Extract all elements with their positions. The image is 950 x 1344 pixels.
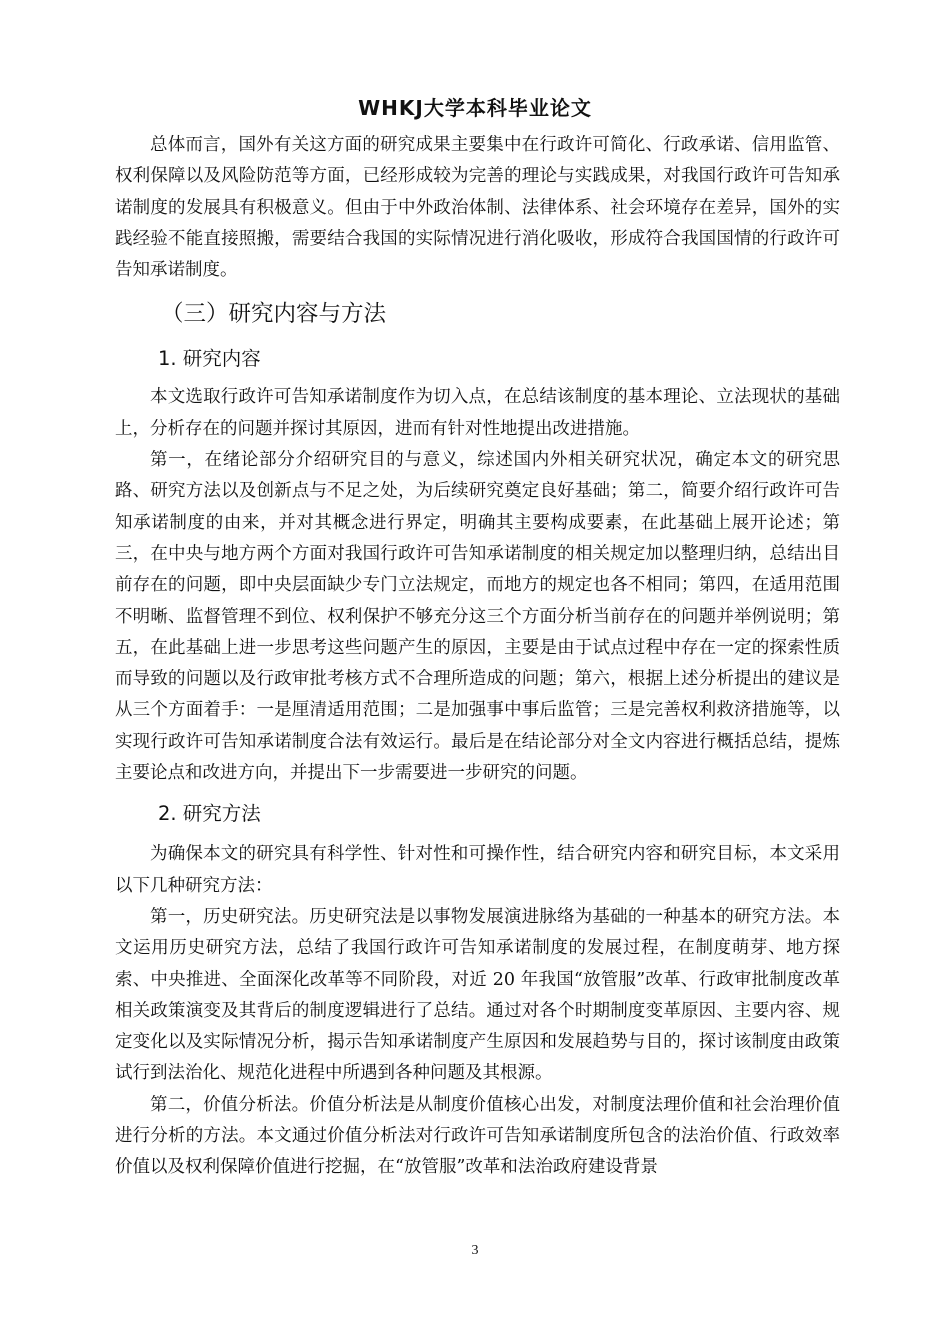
subsection-heading-methods: 2. 研究方法 <box>158 802 261 826</box>
paragraph: 总体而言，国外有关这方面的研究成果主要集中在行政许可简化、行政承诺、信用监管、权利保障以及风险防范等方面，已经形成较为完善的理论与实践成果，对我国行政许可告知承诺制度的发展具有积极意义。但由于中外政治体制、法律体系、社会环境存在差异，国外的实践经验不能直接照搬，需要结合我国的实际情况进行消化吸收，形成符合我国国情的行政许可告知承诺制度。 <box>115 135 840 281</box>
section-heading: （三）研究内容与方法 <box>161 301 387 328</box>
paragraph: 本文选取行政许可告知承诺制度作为切入点，在总结该制度的基本理论、立法现状的基础上，分析存在的问题并探讨其原因，进而有针对性地提出改进措施。 <box>115 387 840 439</box>
page-number: 3 <box>471 1243 479 1258</box>
paragraph: 第一，在绪论部分介绍研究目的与意义，综述国内外相关研究状况，确定本文的研究思路、研究方法以及创新点与不足之处，为后续研究奠定良好基础；第二，简要介绍行政许可告知承诺制度的由来，并对其概念进行界定，明确其主要构成要素，在此基础上展开论述；第三，在中央与地方两个方面对我国行政许可告知承诺制度的相关规定加以整理归纳，总结出目前存在的问题，即中央层面缺少专门立法规定，而地方的规定也各不相同；第四，在适用范围不明晰、监督管理不到位、权利保护不够充分这三个方面分析当前存在的问题并举例说明；第五，在此基础上进一步思考这些问题产生的原因，主要是由于试点过程中存在一定的探索性质而导致的问题以及行政审批考核方式不合理所造成的问题；第六，根据上述分析提出的建议是从三个方面着手：一是厘清适用范围；二是加强事中事后监管；三是完善权利救济措施等，以实现行政许可告知承诺制度合法有效运行。最后是在结论部分对全文内容进行概括总结，提炼主要论点和改进方向，并提出下一步需要进一步研究的问题。 <box>115 450 840 784</box>
paragraph: 为确保本文的研究具有科学性、针对性和可操作性，结合研究内容和研究目标，本文采用以下几种研究方法： <box>115 844 840 896</box>
page-header: WHKJ大学本科毕业论文 <box>358 96 592 120</box>
paragraph: 第二，价值分析法。价值分析法是从制度价值核心出发，对制度法理价值和社会治理价值进行分析的方法。本文通过价值分析法对行政许可告知承诺制度所包含的法治价值、行政效率价值以及权利保障价值进行挖掘，在“放管服”改革和法治政府建设背景 <box>115 1094 840 1178</box>
subsection-heading-content: 1. 研究内容 <box>158 347 261 371</box>
document-body <box>115 130 840 1184</box>
paragraph: 第一，历史研究法。历史研究法是以事物发展演进脉络为基础的一种基本的研究方法。本文运用历史研究方法，总结了我国行政许可告知承诺制度的发展过程，在制度萌芽、地方探索、中央推进、全面深化改革等不同阶段，对近 20 年我国“放管服”改革、行政审批制度改革相关政策演变及其背后的制度逻辑进行了总结。通过对各个时期制度变革原因、主要内容、规定变化以及实际情况分析，揭示告知承诺制度产生原因和发展趋势与目的，探讨该制度由政策试行到法治化、规范化进程中所遇到各种问题及其根源。 <box>115 906 840 1084</box>
